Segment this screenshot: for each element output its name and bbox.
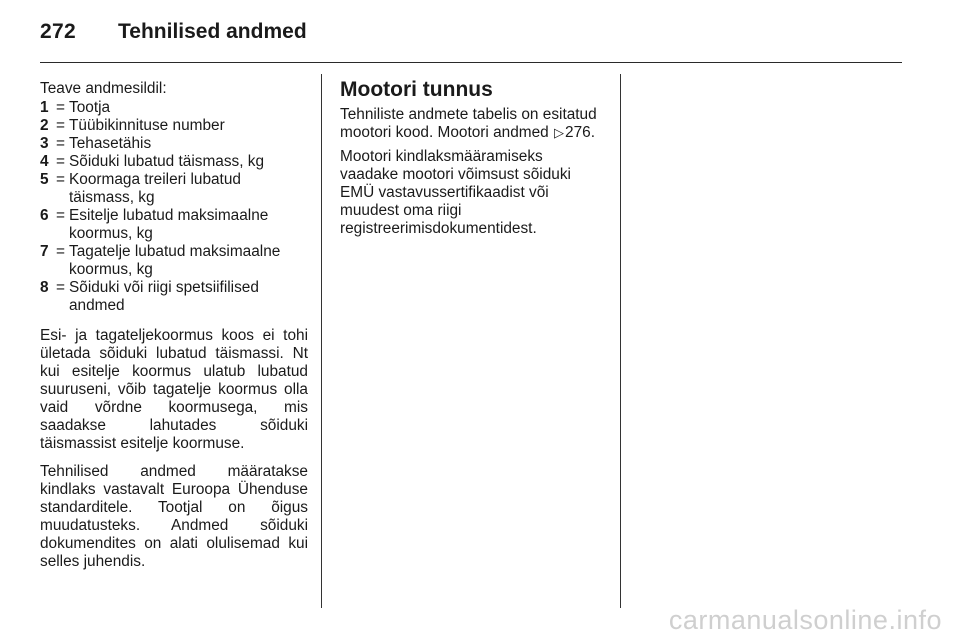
legend-number: 2 (40, 117, 49, 134)
page-title: Tehnilised andmed (118, 20, 307, 43)
legend-item (40, 279, 308, 315)
column-divider (620, 74, 621, 608)
legend-number: 8 (40, 279, 49, 296)
legend-item (40, 99, 308, 117)
legend-equals: = (56, 171, 65, 188)
legend-number: 3 (40, 135, 49, 152)
page-ref-arrow-icon[interactable]: ▷ (554, 125, 565, 140)
legend-equals: = (56, 135, 65, 152)
nameplate-intro: Teave andmesildil: (40, 80, 167, 97)
engine-identification-paragraph: Mootori kindlaksmääramiseks vaadake mootori võimsust sõiduki EMÜ vastavussertifikaadist või muudest oma riigi registreerimisdokumentidest. (340, 148, 571, 237)
legend-text: Esitelje lubatud maksimaalne koormus, kg (69, 207, 269, 242)
column-divider (321, 74, 322, 608)
legend-item (40, 207, 308, 243)
legend-item (40, 117, 308, 135)
watermark-text: carmanualsonline.info (668, 605, 942, 635)
engine-code-text: Tehniliste andmete tabelis on esitatud mootori kood. Mootori andmed (340, 106, 597, 141)
legend-text: Tootja (69, 99, 111, 116)
legend-equals: = (56, 99, 65, 116)
middle-column (340, 80, 602, 244)
legend-text: Sõiduki või riigi spetsiifilised andmed (69, 279, 259, 314)
page-header (40, 14, 902, 63)
legend-equals: = (56, 207, 65, 224)
legend-item (40, 153, 308, 171)
legend-item (40, 171, 308, 207)
legend-number: 4 (40, 153, 49, 170)
legend-equals: = (56, 279, 65, 296)
legend-number: 5 (40, 171, 49, 188)
nameplate-legend (40, 99, 308, 315)
legend-item (40, 135, 308, 153)
axle-load-paragraph: Esi- ja tagateljekoormus koos ei tohi ületada sõiduki lubatud täismassi. Nt kui esitelje koormus ulatub lubatud suuruseni, võib tagatelje koormus olla vaid võrdne koormusega, mis saadakse lahutades sõiduki täismassist esitelje koormuse. (40, 327, 308, 452)
legend-text: Tagatelje lubatud maksimaalne koormus, kg (69, 243, 281, 278)
standards-paragraph: Tehnilised andmed määratakse kindlaks vastavalt Euroopa Ühenduse standarditele. Tootjal on õigus muudatusteks. Andmed sõiduki dokumendites on alati olulisemad kui selles juhendis. (40, 463, 308, 570)
page-ref-link[interactable]: 276. (565, 124, 595, 141)
engine-code-paragraph (340, 106, 602, 142)
page-number: 272 (40, 20, 76, 43)
legend-text: Koormaga treileri lubatud täismass, kg (69, 171, 241, 206)
legend-number: 1 (40, 99, 49, 116)
legend-equals: = (56, 117, 65, 134)
left-column (40, 80, 308, 571)
legend-equals: = (56, 243, 65, 260)
legend-number: 7 (40, 243, 49, 260)
legend-text: Tehasetähis (69, 135, 152, 152)
legend-text: Tüübikinnituse number (69, 117, 225, 134)
legend-number: 6 (40, 207, 49, 224)
legend-item (40, 243, 308, 279)
legend-equals: = (56, 153, 65, 170)
legend-text: Sõiduki lubatud täismass, kg (69, 153, 265, 170)
section-title: Mootori tunnus (340, 78, 493, 101)
